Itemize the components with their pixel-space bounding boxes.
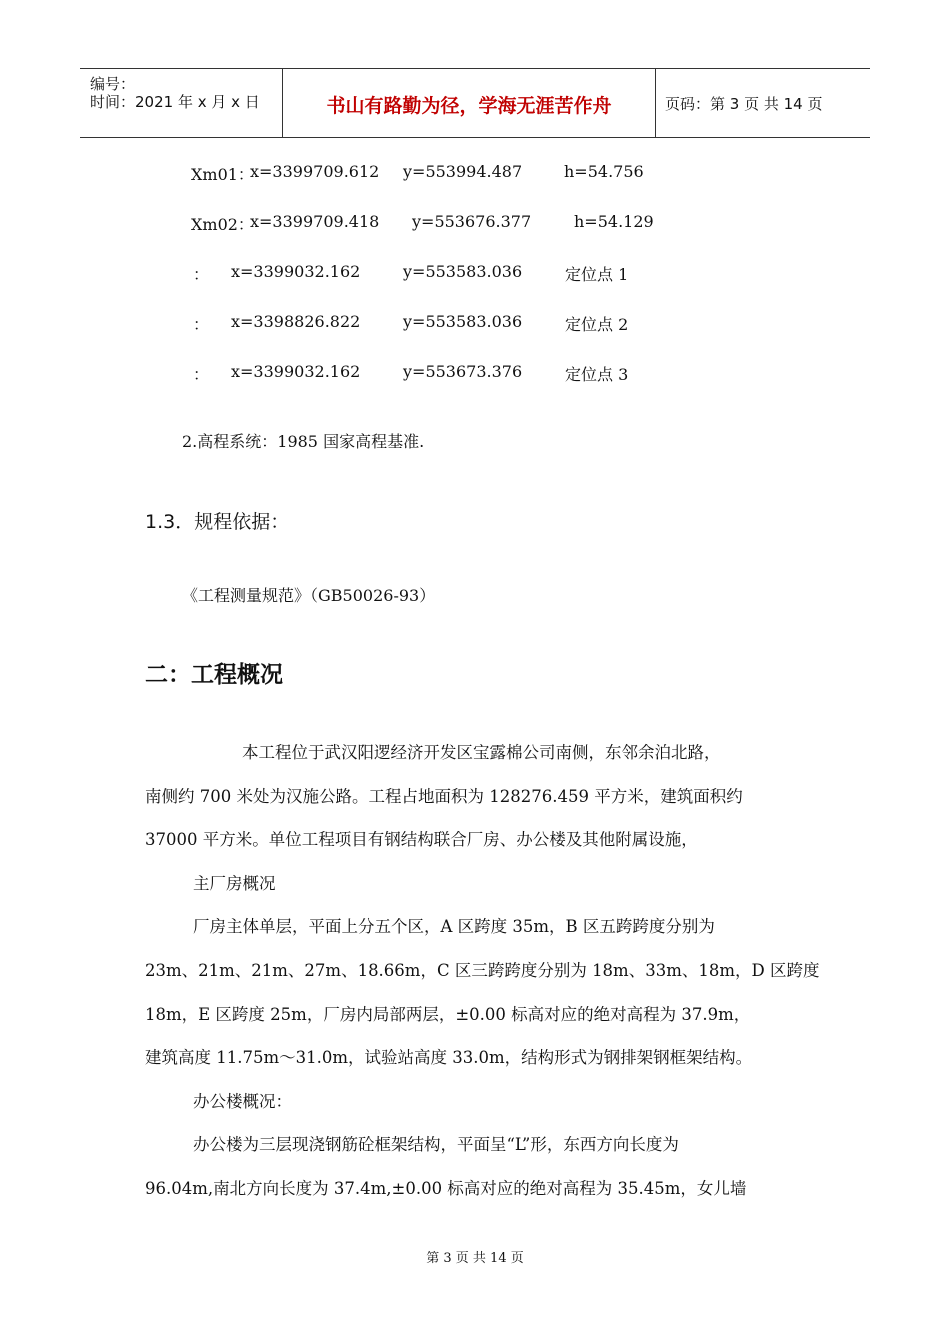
coord-x: x=3399709.418 [250, 212, 380, 231]
coord-label: ： [193, 265, 210, 284]
main-plant-line: 建筑高度 11.75m～31.0m，试验站高度 33.0m，结构形式为钢排架钢框架结构。 [145, 1048, 753, 1067]
page-footer: 第 3 页 共 14 页 [426, 1251, 524, 1266]
coordinate-row [0, 162, 950, 184]
coordinate-row [0, 362, 950, 384]
coord-extra: 定位点 3 [565, 365, 629, 384]
section-heading-2: 二：工程概况 [145, 662, 283, 688]
coord-y: y=553676.377 [412, 212, 532, 231]
coord-label: ： [193, 315, 210, 334]
standard-reference: 《工程测量规范》（GB50026-93） [182, 586, 436, 605]
page-header [80, 68, 870, 138]
coord-extra: 定位点 1 [565, 265, 629, 284]
coord-extra: 定位点 2 [565, 315, 629, 334]
coord-x: x=3399032.162 [231, 362, 361, 381]
coord-label: Xm01： [191, 165, 254, 184]
header-page-info: 页码：第 3 页 共 14 页 [665, 95, 823, 113]
coord-label: ： [193, 365, 210, 384]
coord-extra: h=54.756 [564, 162, 644, 181]
document-date: 时间：2021 年 x 月 x 日 [90, 93, 260, 111]
overview-line: 本工程位于武汉阳逻经济开发区宝露棉公司南侧，东邻余泊北路， [242, 743, 721, 762]
coordinate-row [0, 212, 950, 234]
coord-y: y=553994.487 [403, 162, 523, 181]
office-line: 办公楼为三层现浇钢筋砼框架结构，平面呈“L”形，东西方向长度为 [193, 1135, 679, 1154]
section-heading-1-3: 1.3．规程依据： [145, 511, 290, 533]
coordinate-row [0, 312, 950, 334]
overview-line: 南侧约 700 米处为汉施公路。工程占地面积为 128276.459 平方米，建筑面积约 [145, 787, 743, 806]
main-plant-title: 主厂房概况 [193, 874, 276, 893]
coord-y: y=553583.036 [403, 262, 523, 281]
elevation-system-text: 2.高程系统：1985 国家高程基准. [182, 432, 425, 451]
main-plant-line: 厂房主体单层，平面上分五个区，A 区跨度 35m，B 区五跨跨度分别为 [193, 917, 715, 936]
coordinate-row [0, 262, 950, 284]
main-plant-line: 18m，E 区跨度 25m，厂房内局部两层，±0.00 标高对应的绝对高程为 37.9m， [145, 1005, 751, 1024]
coord-extra: h=54.129 [574, 212, 654, 231]
coord-x: x=3398826.822 [231, 312, 361, 331]
coord-y: y=553673.376 [403, 362, 523, 381]
main-plant-line: 23m、21m、21m、27m、18.66m，C 区三跨跨度分别为 18m、33m、18m，D 区跨度 [145, 961, 820, 980]
header-motto-cell [282, 69, 656, 137]
coord-label: Xm02： [191, 215, 254, 234]
coord-x: x=3399709.612 [250, 162, 380, 181]
document-number-label: 编号： [90, 75, 136, 93]
header-page-cell [655, 69, 870, 137]
coord-x: x=3399032.162 [231, 262, 361, 281]
office-line: 96.04m,南北方向长度为 37.4m,±0.00 标高对应的绝对高程为 35.45m，女儿墙 [145, 1179, 747, 1198]
office-title: 办公楼概况： [193, 1092, 292, 1111]
header-meta [80, 69, 282, 137]
coord-y: y=553583.036 [403, 312, 523, 331]
overview-line: 37000 平方米。单位工程项目有钢结构联合厂房、办公楼及其他附属设施， [145, 830, 698, 849]
header-motto: 书山有路勤为径，学海无涯苦作舟 [326, 95, 612, 117]
